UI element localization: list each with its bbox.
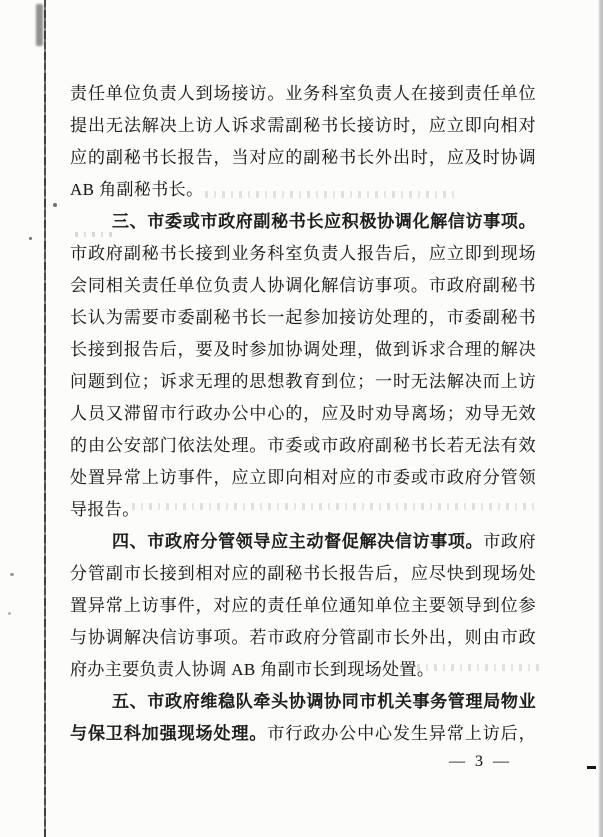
text-segment: 长接到报告后，要及时参加协调处理，做到诉求合理的解决 — [70, 340, 536, 359]
text-line — [70, 558, 536, 590]
scan-fold-line — [44, 0, 46, 837]
text-segment: 府办主要负责人协调 AB 角副市长到现场处置。 — [70, 660, 435, 679]
text-segment: 市政府 — [483, 532, 536, 551]
text-line — [70, 686, 536, 718]
text-line — [70, 430, 536, 462]
text-segment: 会同相关责任单位负责人协调化解信访事项。市政府副秘书 — [70, 276, 536, 295]
scan-dash-mark — [587, 766, 596, 769]
text-segment: 长认为需要市委副秘书长一起参加接访处理的，市委副秘书 — [70, 308, 536, 327]
bold-heading-segment: 与保卫科加强现场处理。 — [70, 724, 268, 743]
text-segment: 置异常上访事件，对应的责任单位通知单位主要领导到位参 — [70, 596, 536, 615]
text-segment: 人员又滞留市行政办公中心的，应及时劝导离场；劝导无效 — [70, 404, 536, 423]
document-body — [70, 78, 536, 750]
text-line — [70, 78, 536, 110]
text-segment: 责任单位负责人到场接访。业务科室负责人在接到责任单位 — [70, 84, 536, 103]
bold-heading-segment: 三、市委或市政府副秘书长应积极协调化解信访事项。 — [112, 212, 536, 231]
text-segment: 问题到位；诉求无理的思想教育到位；一时无法解决而上访 — [70, 372, 536, 391]
text-line — [70, 398, 536, 430]
text-line — [70, 142, 536, 174]
text-line — [70, 110, 536, 142]
text-segment: 分管副市长接到相对应的副秘书长报告后，应尽快到现场处 — [70, 564, 536, 583]
page-number: — 3 — — [449, 753, 512, 770]
scan-speck — [29, 237, 32, 240]
scan-speck — [8, 612, 11, 615]
text-line — [70, 174, 536, 206]
scan-speck — [10, 573, 14, 576]
text-line — [70, 590, 536, 622]
text-line — [70, 494, 536, 526]
scan-speck — [53, 203, 57, 207]
scan-edge-shadow — [598, 0, 603, 837]
bold-heading-segment: 五、市政府维稳队牵头协调协同市机关事务管理局物业 — [112, 692, 536, 711]
text-segment: 与协调解决信访事项。若市政府分管副市长外出，则由市政 — [70, 628, 536, 647]
text-line — [70, 622, 536, 654]
scan-artifact-top — [36, 4, 43, 46]
text-line — [70, 654, 536, 686]
text-line — [70, 334, 536, 366]
bold-heading-segment: 四、市政府分管领导应主动督促解决信访事项。 — [112, 532, 484, 551]
text-segment: AB 角副秘书长。 — [70, 180, 204, 199]
text-line — [70, 462, 536, 494]
text-line — [70, 718, 536, 750]
text-line — [70, 526, 536, 558]
text-line — [70, 302, 536, 334]
text-line — [70, 238, 536, 270]
text-segment: 市行政办公中心发生异常上访后， — [267, 724, 536, 743]
text-segment: 提出无法解决上访人诉求需副秘书长接访时，应立即向相对 — [70, 116, 536, 135]
text-line — [70, 366, 536, 398]
text-segment: 应的副秘书长报告，当对应的副秘书长外出时，应及时协调 — [70, 148, 536, 167]
text-segment: 的由公安部门依法处理。市委或市政府副秘书长若无法有效 — [70, 436, 536, 455]
text-line — [70, 206, 536, 238]
text-segment: 导报告。 — [70, 500, 140, 519]
text-segment: 市政府副秘书长接到业务科室负责人报告后，应立即到现场 — [70, 244, 536, 263]
text-line — [70, 270, 536, 302]
text-segment: 处置异常上访事件，应立即向相对应的市委或市政府分管领 — [70, 468, 536, 487]
